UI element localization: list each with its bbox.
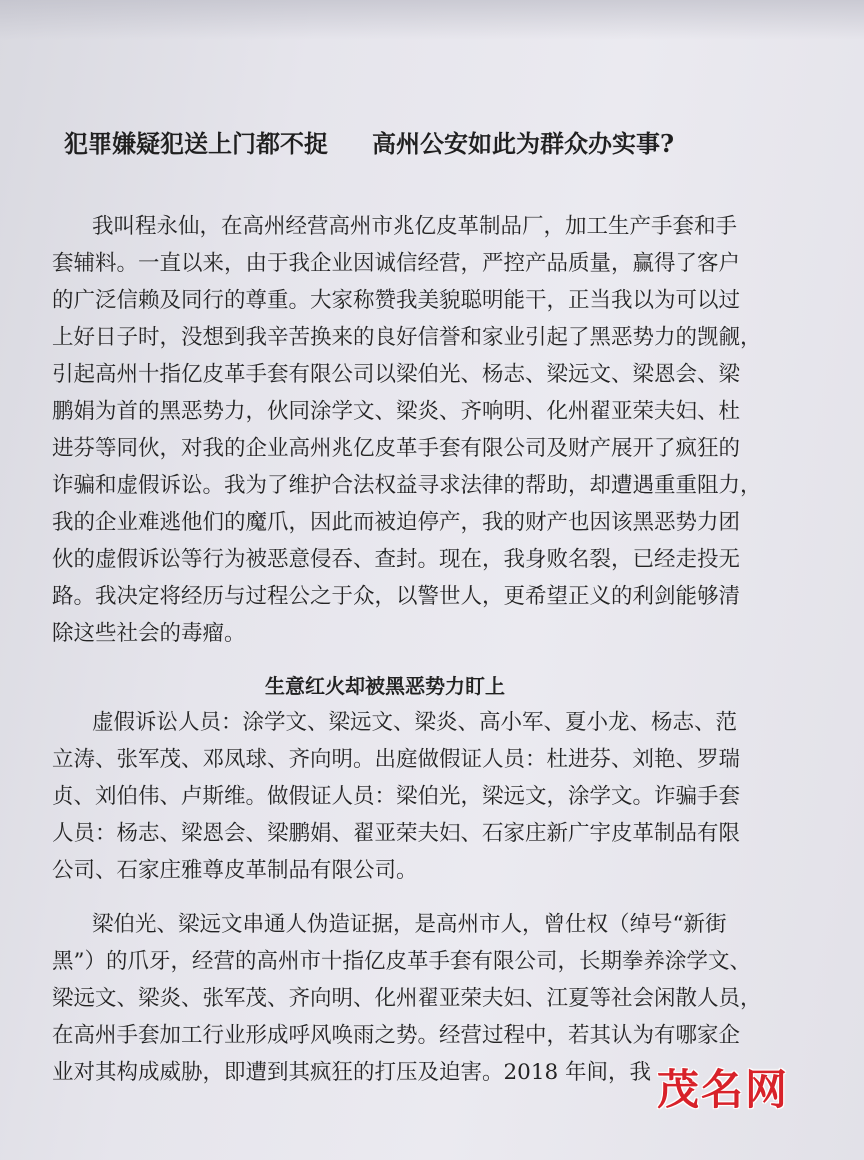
text-line: 我的企业难逃他们的魔爪，因此而被迫停产，我的财产也因该黑恶势力团 <box>52 510 741 535</box>
page-title <box>64 124 804 159</box>
text-line: 套辅料。一直以来，由于我企业因诚信经营，严控产品质量，赢得了客户 <box>52 251 741 276</box>
text-line: 人员：杨志、梁恩会、梁鹏娟、翟亚荣夫妇、石家庄新广宇皮革制品有限 <box>52 821 741 846</box>
watermark-text: 茂名网 <box>656 1065 789 1114</box>
title-part-1: 犯罪嫌疑犯送上门都不捉 <box>64 129 328 158</box>
text-line: 引起高州十指亿皮革手套有限公司以梁伯光、杨志、梁远文、梁恩会、梁 <box>52 362 741 387</box>
paragraph-1 <box>52 208 787 652</box>
text-line: 业对其构成威胁，即遭到其疯狂的打压及迫害。2018 年间，我 <box>52 1060 652 1085</box>
text-line: 虚假诉讼人员：涂学文、梁远文、梁炎、高小军、夏小龙、杨志、范 <box>92 710 738 735</box>
text-line: 诈骗和虚假诉讼。我为了维护合法权益寻求法律的帮助，却遭遇重重阻力， <box>52 473 762 498</box>
title-part-2: 高州公安如此为群众办实事? <box>372 129 675 158</box>
paragraph-3 <box>52 906 787 1091</box>
text-line: 梁远文、梁炎、张军茂、齐向明、化州翟亚荣夫妇、江夏等社会闲散人员， <box>52 986 762 1011</box>
text-line: 伙的虚假诉讼等行为被恶意侵吞、查封。现在，我身败名裂，已经走投无 <box>52 547 741 572</box>
text-line: 进芬等同伙，对我的企业高州兆亿皮革手套有限公司及财产展开了疯狂的 <box>52 436 741 461</box>
paragraph-2 <box>52 704 787 889</box>
page-shadow <box>0 0 864 40</box>
section-heading: 生意红火却被黑恶势力盯上 <box>265 674 505 698</box>
text-line: 路。我决定将经历与过程公之于众，以警世人，更希望正义的利剑能够清 <box>52 584 741 609</box>
text-line: 公司、石家庄雅尊皮革制品有限公司。 <box>52 858 418 883</box>
text-line: 的广泛信赖及同行的尊重。大家称赞我美貌聪明能干，正当我以为可以过 <box>52 288 741 313</box>
text-line: 除这些社会的毒瘤。 <box>52 621 246 646</box>
text-line: 梁伯光、梁远文串通人伪造证据，是高州市人，曾仕权（绰号“新街 <box>92 912 727 937</box>
site-watermark-logo <box>648 1066 798 1114</box>
text-line: 在高州手套加工行业形成呼风唤雨之势。经营过程中，若其认为有哪家企 <box>52 1023 741 1048</box>
text-line: 鹏娟为首的黑恶势力，伙同涂学文、梁炎、齐响明、化州翟亚荣夫妇、杜 <box>52 399 741 424</box>
text-line: 贞、刘伯伟、卢斯维。做假证人员：梁伯光，梁远文，涂学文。诈骗手套 <box>52 784 741 809</box>
text-line: 立涛、张军茂、邓凤球、齐向明。出庭做假证人员：杜进芬、刘艳、罗瑞 <box>52 747 741 772</box>
text-line: 黑”）的爪牙，经营的高州市十指亿皮革手套有限公司，长期拳养涂学文、 <box>52 949 751 974</box>
text-line: 上好日子时，没想到我辛苦换来的良好信誉和家业引起了黑恶势力的觊觎， <box>52 325 762 350</box>
text-line: 我叫程永仙，在高州经营高州市兆亿皮革制品厂，加工生产手套和手 <box>92 214 738 239</box>
